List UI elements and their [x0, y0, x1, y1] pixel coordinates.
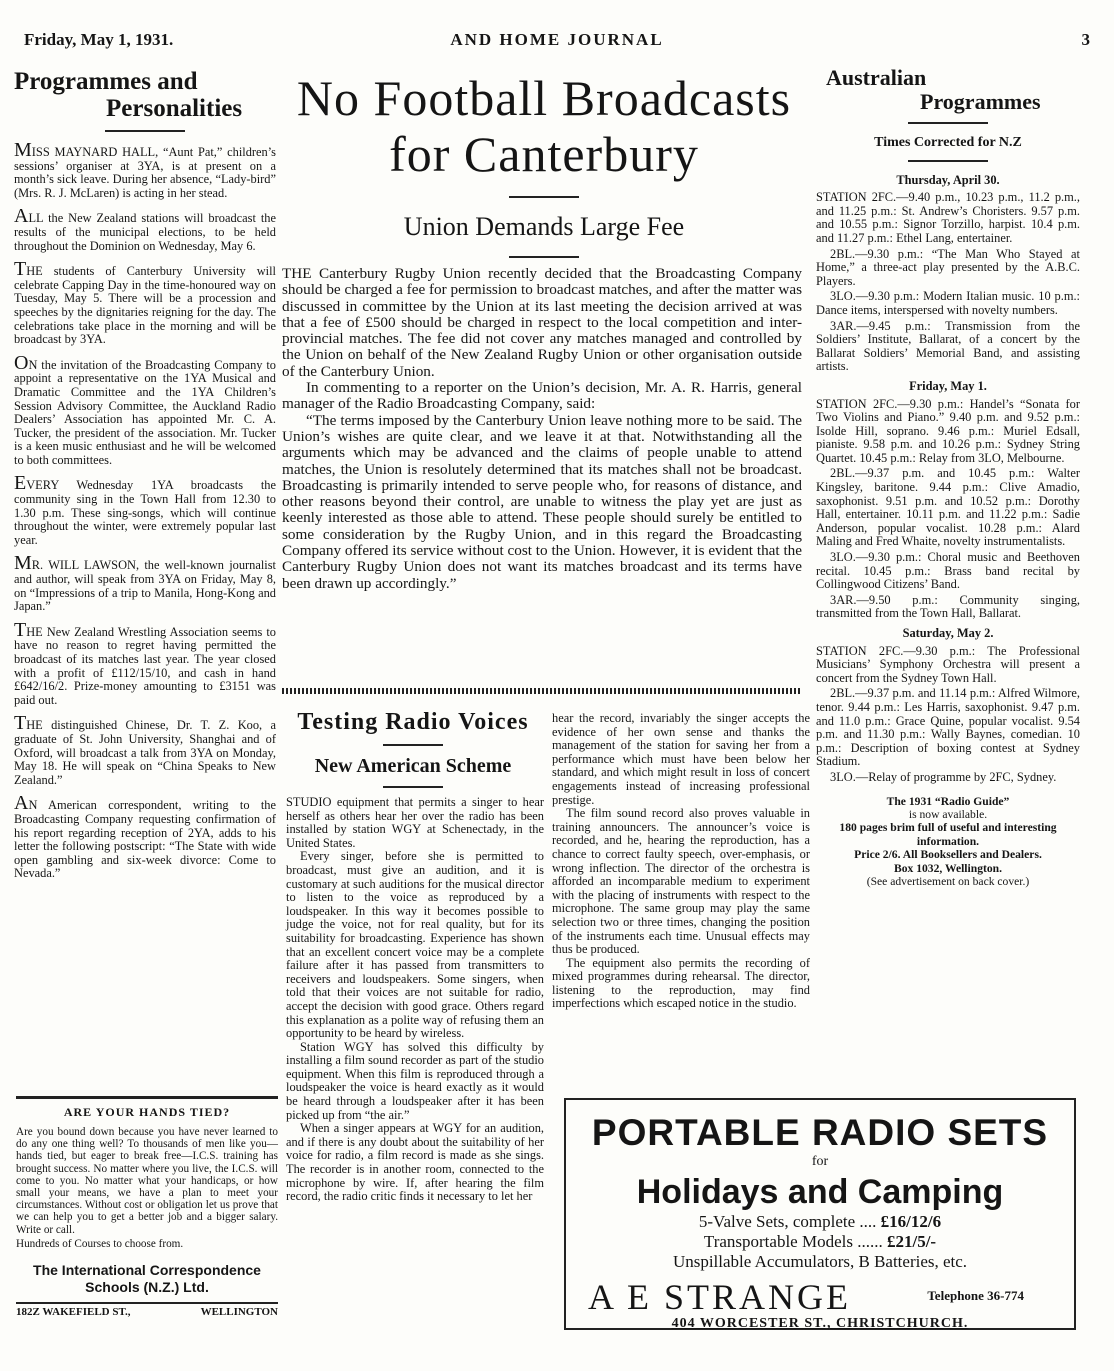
masthead: [24, 30, 1090, 60]
ornamental-divider: [282, 688, 802, 694]
schedule-entry: 3AR.—9.45 p.m.: Transmission from the Soldiers’ Institute, Ballarat, of a concert by the Ballarat Soldiers’ Memorial Band, and assisting artists.: [816, 318, 1080, 374]
personality-text: HE students of Canterbury University will celebrate Capping Day in the time-honoured way on Tuesday, May 5. There will be a procession and speeches by the dignitaries reigning for the day. The celebrations take place in the morning and will be broadcast by 3YA.: [14, 264, 276, 347]
personality-text: N American correspondent, writing to the Broadcasting Company requesting confirmation of his report regarding reception of 2YA, adds to his letter the following postscript: “The State with wide open gambling and six-week divorce: Come to Nevada.”: [14, 798, 276, 881]
main-subhead: Union Demands Large Fee: [403, 212, 685, 241]
personality-item: [14, 351, 276, 468]
personalities-title-line1: Programmes and: [14, 68, 198, 95]
page-number: 3: [1081, 30, 1090, 49]
ics-address-city: WELLINGTON: [200, 1306, 278, 1319]
schedule-entry: 3LO.—Relay of programme by 2FC, Sydney.: [830, 769, 1057, 784]
ics-org-line1: The International Correspondence: [33, 1262, 261, 1279]
radio-ad-item-label: 5-Valve Sets, complete ....: [698, 1212, 881, 1231]
radio-ad-item-label: Transportable Models ......: [703, 1232, 887, 1251]
schedule-entry: 2BL.—9.37 p.m. and 10.45 p.m.: Walter Kingsley, baritone. 9.44 p.m.: Clive Amadio, saxophonist. 9.51 p.m. and 10.52 p.m.: Dorothy Hall, entertainer. 10.11 p.m. and 11.22 p.m.: Sadie Anderson, popular vocalist. 10.28 p.m.: Alard Maling and Fred Whaite, novelty instrumentalists.: [816, 466, 1080, 549]
drop-cap: O: [14, 351, 29, 374]
schedule: [816, 174, 1080, 785]
schedule-day: Thursday, April 30.: [896, 172, 1000, 187]
ics-ad-body: Are you bound down because you have never learned to do any one thing well? To thousands of men like you—hands tied, but eager to break free—I.C.S. training has brought success. No matter where you live, the I.C.S. will come to you. No matter what your handicaps, or how small your means, we have a plan to meet your circumstances. Without cost or obligation let us prove that we can help you to get a better job and a bigger salary. Write or call.: [16, 1126, 278, 1236]
guide-line: Box 1032, Wellington.: [893, 861, 1002, 875]
radio-ad-for: for: [811, 1154, 829, 1169]
schedule-day: Saturday, May 2.: [902, 626, 994, 640]
radio-guide-notice: [816, 795, 1080, 889]
personality-item: [14, 472, 276, 547]
drop-cap: T: [14, 712, 27, 735]
ics-org-line2: Schools (N.Z.) Ltd.: [85, 1279, 209, 1296]
section-rule: [908, 122, 988, 124]
australian-subtitle: Times Corrected for N.Z: [874, 135, 1022, 150]
radio-ad-item: [566, 1232, 1074, 1252]
radio-voices-head: [282, 708, 544, 796]
ics-org-name: [16, 1262, 278, 1296]
radio-rule-2: [383, 786, 443, 788]
ad-top-rule: [16, 1096, 278, 1099]
main-headline-block: [280, 70, 808, 272]
radio-voices-col-b: [552, 712, 810, 1011]
guide-line: Price 2/6. All Booksellers and Dealers.: [854, 848, 1042, 862]
story-paragraph: In commenting to a reporter on the Union’s decision, Mr. A. R. Harris, general manager of the Radio Broadcasting Company, said:: [282, 379, 802, 413]
guide-line: The 1931 “Radio Guide”: [886, 794, 1010, 808]
radio-ad-item: [566, 1212, 1074, 1232]
schedule-entry: 2BL.—9.37 p.m. and 11.14 p.m.: Alfred Wilmore, tenor. 9.44 p.m.: Les Harris, saxophonist. 9.47 p.m. and 11.0 p.m.: Grace Quine, popular vocalist. 9.54 p.m. and 11.30 p.m.: Wally Baynes, comedian. 10 p.m.: Description of boxing contest at Sydney Stadium.: [816, 686, 1080, 769]
personality-item: [14, 205, 276, 253]
schedule-entry: 3LO.—9.30 p.m.: Choral music and Beethoven recital. 10.45 p.m.: Brass band recital by Collingwood Citizens’ Band.: [816, 550, 1080, 592]
schedule-entry: 2BL.—9.30 p.m.: “The Man Who Stayed at Home,” a three-act play presented by the A.B.C. Players.: [816, 246, 1080, 288]
radio-ad-subhead: Holidays and Camping: [636, 1173, 1004, 1211]
personality-text: ISS MAYNARD HALL, “Aunt Pat,” children’s sessions’ organiser at 3YA, is at present on a month’s sick leave. During her absence, “Lady-bird” (Mrs. R. J. McLaren) is acting in her stead.: [14, 145, 276, 200]
personality-text: HE distinguished Chinese, Dr. T. Z. Koo, a graduate of St. John University, Shanghai and of Oxford, will broadcast a talk from 3YA on Monday, May 18. He will speak on “China Speaks to New Zealand.”: [14, 718, 276, 787]
personalities-items: [14, 139, 276, 881]
personality-text: VERY Wednesday 1YA broadcasts the community sing in the Town Hall from 12.30 to 1.30 p.m. These sing-songs, which will continue throughout the winter, were extremely popular last year.: [14, 478, 276, 547]
ics-address: [16, 1302, 278, 1318]
guide-line: is now available.: [908, 807, 988, 821]
personality-text: N the invitation of the Broadcasting Company to appoint a representative on the 1YA Musical and Dramatic Committee and the 1YA Children’s Session Advisory Committee, the Auckland Radio Dealers’ Association has appointed Mr. C. A. Tucker, the president of the association. Mr. Tucker is a keen music enthusiast and he will be welcomed to both committees.: [14, 357, 276, 467]
personality-item: [14, 139, 276, 200]
drop-cap: A: [14, 205, 29, 228]
article-paragraph: When a singer appears at WGY for an audition, and if there is any doubt about the suitability of her voice for radio, a film record is made as she sings. The recorder is in another room, connected to the microphone by wire. If, after hearing the film record, the radio critic finds it necessary to let her: [286, 1121, 544, 1204]
personalities-title: [14, 68, 276, 122]
headline-rule: [509, 196, 579, 198]
personality-item: [14, 552, 276, 614]
main-headline: No Football Broadcasts for Canterbury: [296, 70, 792, 182]
article-paragraph: The equipment also permits the recording of mixed programmes during rehearsal. The director, listening to the reproduction, may find imperfections which escaped notice in the studio.: [552, 955, 810, 1011]
drop-cap: M: [14, 552, 32, 575]
article-paragraph: hear the record, invariably the singer accepts the evidence of her own sense and thanks the management of the station for saving her from a performance which must have been below her standard, and which might result in loss of concert engagements instead of increasing professional prestige.: [552, 711, 810, 807]
personalities-title-line2: Personalities: [106, 95, 243, 122]
radio-voices-col-a: [286, 796, 544, 1204]
portable-radio-advertisement: [564, 1098, 1076, 1330]
schedule-entry: STATION 2FC.—9.40 p.m., 10.23 p.m., 11.2 p.m., and 11.25 p.m.: St. Andrew’s Choristers. 9.57 p.m. and 10.55 p.m.: Signor Torzillo, harpist. 10.4 p.m. and 11.27 p.m.: Ethel Lang, entertainer.: [816, 190, 1080, 245]
drop-cap: M: [14, 139, 32, 161]
drop-cap: T: [14, 258, 27, 281]
schedule-entry: STATION 2FC.—9.30 p.m.: Handel’s “Sonata for Two Violins and Piano.” 9.40 p.m. and 9.52 p.m.: Isolde Hill, soprano. 9.46 p.m.: Muriel Edsall, pianiste. 9.58 p.m. and 10.26 p.m.: Sydney String Quartet. 10.45 p.m.: Relay from 3LO, Melbourne.: [816, 396, 1080, 465]
radio-ad-item: Unspillable Accumulators, B Batteries, etc.: [672, 1252, 968, 1271]
article-paragraph: The film sound record also proves valuable in training announcers. The announcer’s voice is recorded, and he, hearing the reproduction, has a chance to correct faulty speech, over-emphasis, or wrong inflection. The director of the orchestra is afforded an incomparable medium to experiment with the placing of instruments with respect to the microphone. The same group may play the same selection two or three times, changing the position of the instruments each time. Unusual effects may thus be produced.: [552, 806, 810, 957]
australian-title: [816, 66, 1080, 114]
personality-text: HE New Zealand Wrestling Association seems to have no reason to regret having permitted the broadcast of its matches last year. The year closed with a profit of £112/15/10, and cash in hand £642/16/2. Prize-money amounting to £3151 was paid out.: [14, 624, 276, 707]
article-paragraph: Every singer, before she is permitted to broadcast, must give an audition, and it is customary at such auditions for the musical director to listen to the voice as reproduced by a loudspeaker. In this way it becomes possible to judge the voice, not for real quality, but for its suitability for broadcasting. Experience has shown that an excellent concert voice may be a complete failure after it has passed from transmitters to receivers and loudspeakers. Some singers, when told that their voices are not suitable for radio, accept the decision with good grace. Others regard this explanation as a polite way of refusing them an opportunity to be heard by wireless.: [286, 849, 544, 1041]
australian-title-line1: Australian: [826, 65, 927, 90]
radio-voices-subhead: New American Scheme: [314, 755, 512, 777]
ics-ad-courses: Hundreds of Courses to choose from.: [16, 1237, 184, 1250]
ics-ad-title: ARE YOUR HANDS TIED?: [63, 1105, 231, 1119]
issue-date: Friday, May 1, 1931.: [24, 30, 174, 49]
story-paragraph: THE Canterbury Rugby Union recently decided that the Broadcasting Company should be charged a fee for permission to broadcast matches, and after the matter was discussed in committee by the Union at its last meeting the decision arrived at was that a fee of £500 should be charged in respect to the local competition and inter-provincial matches. The fee did not cover any matches managed and controlled by the Union on behalf of the New Zealand Rugby Union or other organisation outside of the Canterbury Union.: [282, 265, 802, 380]
schedule-entry: STATION 2FC.—9.30 p.m.: The Professional Musicians’ Symphony Orchestra will present a concert from the Sydney Town Hall.: [816, 643, 1080, 685]
radio-rule: [383, 744, 443, 746]
article-paragraph: STUDIO equipment that permits a singer to hear herself as others hear her over the radio has been installed by station WGY at Schenectady, in the United States.: [286, 795, 544, 850]
story-paragraph: “The terms imposed by the Canterbury Union leave nothing more to be said. The Union’s wishes are quite clear, and we leave it at that. Notwithstanding all the arguments which may be advanced and the claims of people unable to attend matches, the Union is resolutely determined that its matches shall not be broadcast. Broadcasting is primarily intended to serve people who, for reasons of distance, and other reasons beyond their control, are unable to witness the play yet are just as keenly interested as those able to attend. These people should surely be entitled to some consideration by the Rugby Union, and in this regard the Broadcasting Company offered its service without cost to the Union. However, it is evident that the Canterbury Rugby Union does not want its matches broadcast and its terms have been drawn up accordingly.”: [282, 411, 802, 592]
schedule-day: Friday, May 1.: [909, 378, 987, 393]
radio-ad-item-price: £21/5/-: [886, 1232, 937, 1251]
radio-ad-brand: [566, 1276, 1074, 1316]
drop-cap: T: [14, 618, 27, 641]
personalities-column: [14, 68, 276, 891]
personality-item: [14, 712, 276, 787]
radio-ad-headline: PORTABLE RADIO SETS: [591, 1112, 1049, 1153]
ics-address-street: 182Z WAKEFIELD ST.,: [16, 1306, 131, 1319]
brand-telephone: Telephone 36-774: [927, 1288, 1024, 1303]
personality-item: [14, 618, 276, 708]
radio-ad-item-price: £16/12/6: [880, 1212, 942, 1231]
article-paragraph: Station WGY has solved this difficulty by installing a film sound recorder as part of the studio equipment. When this film is reproduced through a loudspeaker the voice is heard exactly as it would be heard through a loudspeaker after it has been picked up from “the air.”: [286, 1039, 544, 1122]
brand-address: 404 WORCESTER ST., CHRISTCHURCH.: [671, 1316, 969, 1331]
schedule-entry: 3AR.—9.50 p.m.: Community singing, transmitted from the Town Hall, Ballarat.: [816, 592, 1080, 621]
guide-line: (See advertisement on back cover.): [866, 874, 1030, 888]
drop-cap: A: [14, 792, 29, 815]
guide-line: 180 pages brim full of useful and interesting information.: [839, 821, 1057, 848]
section-rule: [105, 130, 185, 132]
main-story-body: [282, 266, 802, 592]
personality-text: R. WILL LAWSON, the well-known journalist and author, will speak from 3YA on Friday, May 8, on “Impressions of a trip to Manila, Hong-Kong and Japan.”: [14, 558, 276, 614]
journal-title: AND HOME JOURNAL: [450, 30, 664, 49]
subhead-rule: [509, 256, 579, 258]
drop-cap: E: [14, 472, 27, 495]
brand-name: A E STRANGE: [588, 1277, 852, 1317]
australian-column: [816, 66, 1080, 888]
australian-title-line2: Programmes: [920, 89, 1041, 114]
personality-text: LL the New Zealand stations will broadcast the results of the municipal elections, to be held throughout the Dominion on Wednesday, May 6.: [14, 211, 276, 253]
personality-item: [14, 792, 276, 881]
section-rule-2: [908, 160, 988, 162]
radio-voices-headline: Testing Radio Voices: [297, 709, 529, 735]
personality-item: [14, 258, 276, 347]
ics-advertisement: [16, 1096, 278, 1318]
schedule-entry: 3LO.—9.30 p.m.: Modern Italian music. 10 p.m.: Dance items, interspersed with novelty numbers.: [816, 289, 1080, 317]
